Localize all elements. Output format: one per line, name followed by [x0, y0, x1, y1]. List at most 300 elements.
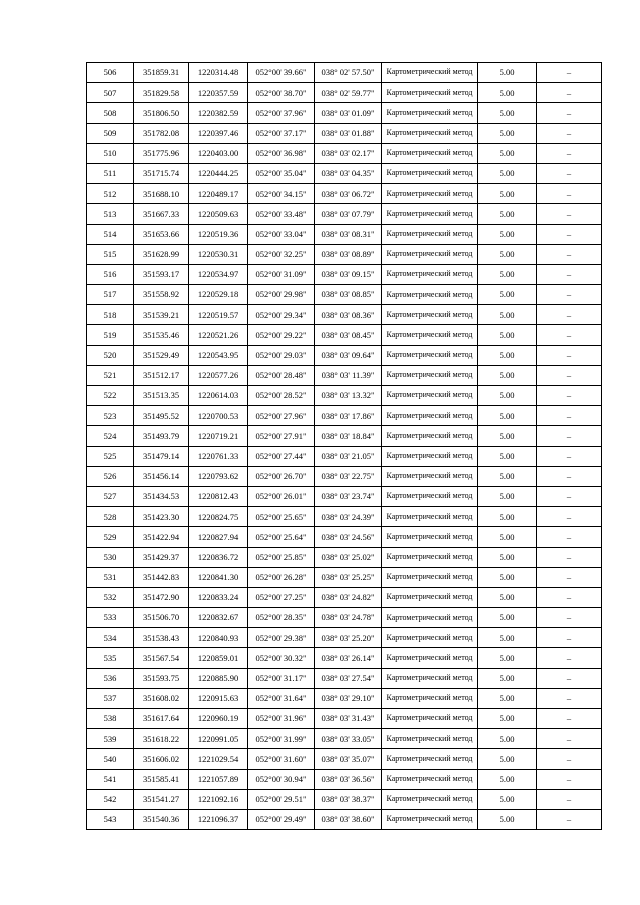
y-coordinate-cell: 1220700.53 — [189, 406, 248, 426]
accuracy-cell: 5.00 — [478, 547, 537, 567]
point-number-cell: 527 — [87, 486, 134, 506]
note-cell: – — [537, 224, 602, 244]
accuracy-cell: 5.00 — [478, 103, 537, 123]
longitude-cell: 038° 03' 31.43" — [315, 709, 382, 729]
note-cell: – — [537, 608, 602, 628]
table-row — [87, 143, 602, 163]
x-coordinate-cell: 351540.36 — [134, 809, 189, 829]
accuracy-cell: 5.00 — [478, 305, 537, 325]
accuracy-cell: 5.00 — [478, 486, 537, 506]
accuracy-cell: 5.00 — [478, 567, 537, 587]
accuracy-cell: 5.00 — [478, 244, 537, 264]
method-cell: Картометрический метод — [382, 103, 478, 123]
table-row — [87, 345, 602, 365]
longitude-cell: 038° 03' 25.20" — [315, 628, 382, 648]
accuracy-cell: 5.00 — [478, 83, 537, 103]
longitude-cell: 038° 03' 09.64" — [315, 345, 382, 365]
method-cell: Картометрический метод — [382, 325, 478, 345]
note-cell: – — [537, 244, 602, 264]
accuracy-cell: 5.00 — [478, 365, 537, 385]
method-cell: Картометрический метод — [382, 204, 478, 224]
latitude-cell: 052°00' 28.35" — [248, 608, 315, 628]
x-coordinate-cell: 351593.75 — [134, 668, 189, 688]
table-row — [87, 285, 602, 305]
latitude-cell: 052°00' 27.91" — [248, 426, 315, 446]
longitude-cell: 038° 03' 25.02" — [315, 547, 382, 567]
y-coordinate-cell: 1220577.26 — [189, 365, 248, 385]
x-coordinate-cell: 351434.53 — [134, 486, 189, 506]
x-coordinate-cell: 351538.43 — [134, 628, 189, 648]
y-coordinate-cell: 1220991.05 — [189, 729, 248, 749]
latitude-cell: 052°00' 29.34" — [248, 305, 315, 325]
table-row — [87, 446, 602, 466]
x-coordinate-cell: 351558.92 — [134, 285, 189, 305]
longitude-cell: 038° 03' 08.36" — [315, 305, 382, 325]
point-number-cell: 537 — [87, 688, 134, 708]
point-number-cell: 506 — [87, 63, 134, 83]
method-cell: Картометрический метод — [382, 789, 478, 809]
y-coordinate-cell: 1220840.93 — [189, 628, 248, 648]
latitude-cell: 052°00' 26.70" — [248, 466, 315, 486]
point-number-cell: 538 — [87, 709, 134, 729]
point-number-cell: 513 — [87, 204, 134, 224]
latitude-cell: 052°00' 32.25" — [248, 244, 315, 264]
x-coordinate-cell: 351423.30 — [134, 507, 189, 527]
x-coordinate-cell: 351628.99 — [134, 244, 189, 264]
note-cell: – — [537, 406, 602, 426]
y-coordinate-cell: 1220403.00 — [189, 143, 248, 163]
latitude-cell: 052°00' 27.44" — [248, 446, 315, 466]
note-cell: – — [537, 709, 602, 729]
y-coordinate-cell: 1220530.31 — [189, 244, 248, 264]
note-cell: – — [537, 729, 602, 749]
longitude-cell: 038° 03' 08.89" — [315, 244, 382, 264]
method-cell: Картометрический метод — [382, 729, 478, 749]
y-coordinate-cell: 1221096.37 — [189, 809, 248, 829]
table-row — [87, 325, 602, 345]
table-row — [87, 648, 602, 668]
note-cell: – — [537, 325, 602, 345]
point-number-cell: 540 — [87, 749, 134, 769]
method-cell: Картометрический метод — [382, 446, 478, 466]
point-number-cell: 510 — [87, 143, 134, 163]
x-coordinate-cell: 351585.41 — [134, 769, 189, 789]
point-number-cell: 524 — [87, 426, 134, 446]
method-cell: Картометрический метод — [382, 143, 478, 163]
coordinates-table-body — [87, 63, 602, 830]
latitude-cell: 052°00' 25.64" — [248, 527, 315, 547]
point-number-cell: 531 — [87, 567, 134, 587]
x-coordinate-cell: 351606.02 — [134, 749, 189, 769]
longitude-cell: 038° 02' 57.50" — [315, 63, 382, 83]
table-row — [87, 63, 602, 83]
latitude-cell: 052°00' 25.65" — [248, 507, 315, 527]
accuracy-cell: 5.00 — [478, 648, 537, 668]
table-row — [87, 123, 602, 143]
x-coordinate-cell: 351618.22 — [134, 729, 189, 749]
point-number-cell: 523 — [87, 406, 134, 426]
method-cell: Картометрический метод — [382, 63, 478, 83]
accuracy-cell: 5.00 — [478, 688, 537, 708]
latitude-cell: 052°00' 30.32" — [248, 648, 315, 668]
point-number-cell: 525 — [87, 446, 134, 466]
y-coordinate-cell: 1220521.26 — [189, 325, 248, 345]
table-row — [87, 729, 602, 749]
note-cell: – — [537, 264, 602, 284]
x-coordinate-cell: 351688.10 — [134, 184, 189, 204]
method-cell: Картометрический метод — [382, 709, 478, 729]
method-cell: Картометрический метод — [382, 628, 478, 648]
y-coordinate-cell: 1220960.19 — [189, 709, 248, 729]
table-row — [87, 547, 602, 567]
note-cell: – — [537, 163, 602, 183]
y-coordinate-cell: 1220833.24 — [189, 587, 248, 607]
accuracy-cell: 5.00 — [478, 163, 537, 183]
latitude-cell: 052°00' 31.09" — [248, 264, 315, 284]
x-coordinate-cell: 351535.46 — [134, 325, 189, 345]
point-number-cell: 515 — [87, 244, 134, 264]
y-coordinate-cell: 1220543.95 — [189, 345, 248, 365]
note-cell: – — [537, 648, 602, 668]
note-cell: – — [537, 789, 602, 809]
point-number-cell: 522 — [87, 386, 134, 406]
accuracy-cell: 5.00 — [478, 527, 537, 547]
method-cell: Картометрический метод — [382, 365, 478, 385]
longitude-cell: 038° 03' 35.07" — [315, 749, 382, 769]
longitude-cell: 038° 03' 08.31" — [315, 224, 382, 244]
longitude-cell: 038° 03' 27.54" — [315, 668, 382, 688]
method-cell: Картометрический метод — [382, 264, 478, 284]
table-row — [87, 204, 602, 224]
x-coordinate-cell: 351429.37 — [134, 547, 189, 567]
x-coordinate-cell: 351472.90 — [134, 587, 189, 607]
point-number-cell: 533 — [87, 608, 134, 628]
y-coordinate-cell: 1220529.18 — [189, 285, 248, 305]
latitude-cell: 052°00' 27.96" — [248, 406, 315, 426]
longitude-cell: 038° 03' 01.09" — [315, 103, 382, 123]
accuracy-cell: 5.00 — [478, 325, 537, 345]
accuracy-cell: 5.00 — [478, 143, 537, 163]
note-cell: – — [537, 285, 602, 305]
x-coordinate-cell: 351529.49 — [134, 345, 189, 365]
latitude-cell: 052°00' 27.25" — [248, 587, 315, 607]
latitude-cell: 052°00' 30.94" — [248, 769, 315, 789]
method-cell: Картометрический метод — [382, 426, 478, 446]
x-coordinate-cell: 351782.08 — [134, 123, 189, 143]
point-number-cell: 532 — [87, 587, 134, 607]
accuracy-cell: 5.00 — [478, 406, 537, 426]
point-number-cell: 516 — [87, 264, 134, 284]
table-row — [87, 163, 602, 183]
note-cell: – — [537, 749, 602, 769]
coordinates-table — [86, 62, 602, 830]
note-cell: – — [537, 386, 602, 406]
table-row — [87, 567, 602, 587]
point-number-cell: 507 — [87, 83, 134, 103]
y-coordinate-cell: 1220915.63 — [189, 688, 248, 708]
note-cell: – — [537, 204, 602, 224]
accuracy-cell: 5.00 — [478, 507, 537, 527]
x-coordinate-cell: 351775.96 — [134, 143, 189, 163]
table-row — [87, 305, 602, 325]
accuracy-cell: 5.00 — [478, 386, 537, 406]
accuracy-cell: 5.00 — [478, 63, 537, 83]
latitude-cell: 052°00' 31.17" — [248, 668, 315, 688]
accuracy-cell: 5.00 — [478, 204, 537, 224]
y-coordinate-cell: 1220827.94 — [189, 527, 248, 547]
note-cell: – — [537, 466, 602, 486]
longitude-cell: 038° 03' 02.17" — [315, 143, 382, 163]
accuracy-cell: 5.00 — [478, 709, 537, 729]
point-number-cell: 514 — [87, 224, 134, 244]
table-row — [87, 628, 602, 648]
accuracy-cell: 5.00 — [478, 608, 537, 628]
longitude-cell: 038° 03' 24.39" — [315, 507, 382, 527]
longitude-cell: 038° 03' 11.39" — [315, 365, 382, 385]
note-cell: – — [537, 688, 602, 708]
point-number-cell: 520 — [87, 345, 134, 365]
y-coordinate-cell: 1221029.54 — [189, 749, 248, 769]
point-number-cell: 526 — [87, 466, 134, 486]
longitude-cell: 038° 03' 23.74" — [315, 486, 382, 506]
note-cell: – — [537, 567, 602, 587]
note-cell: – — [537, 345, 602, 365]
x-coordinate-cell: 351541.27 — [134, 789, 189, 809]
accuracy-cell: 5.00 — [478, 123, 537, 143]
longitude-cell: 038° 03' 38.60" — [315, 809, 382, 829]
note-cell: – — [537, 143, 602, 163]
x-coordinate-cell: 351617.64 — [134, 709, 189, 729]
method-cell: Картометрический метод — [382, 486, 478, 506]
table-row — [87, 264, 602, 284]
method-cell: Картометрический метод — [382, 809, 478, 829]
note-cell: – — [537, 426, 602, 446]
x-coordinate-cell: 351653.66 — [134, 224, 189, 244]
longitude-cell: 038° 03' 08.45" — [315, 325, 382, 345]
y-coordinate-cell: 1220793.62 — [189, 466, 248, 486]
table-row — [87, 709, 602, 729]
y-coordinate-cell: 1221092.16 — [189, 789, 248, 809]
longitude-cell: 038° 03' 09.15" — [315, 264, 382, 284]
longitude-cell: 038° 03' 06.72" — [315, 184, 382, 204]
method-cell: Картометрический метод — [382, 648, 478, 668]
method-cell: Картометрический метод — [382, 567, 478, 587]
method-cell: Картометрический метод — [382, 507, 478, 527]
point-number-cell: 541 — [87, 769, 134, 789]
x-coordinate-cell: 351567.54 — [134, 648, 189, 668]
longitude-cell: 038° 03' 22.75" — [315, 466, 382, 486]
x-coordinate-cell: 351512.17 — [134, 365, 189, 385]
point-number-cell: 509 — [87, 123, 134, 143]
accuracy-cell: 5.00 — [478, 264, 537, 284]
latitude-cell: 052°00' 31.99" — [248, 729, 315, 749]
longitude-cell: 038° 03' 25.25" — [315, 567, 382, 587]
longitude-cell: 038° 03' 17.86" — [315, 406, 382, 426]
note-cell: – — [537, 184, 602, 204]
point-number-cell: 530 — [87, 547, 134, 567]
accuracy-cell: 5.00 — [478, 224, 537, 244]
point-number-cell: 517 — [87, 285, 134, 305]
note-cell: – — [537, 365, 602, 385]
accuracy-cell: 5.00 — [478, 809, 537, 829]
x-coordinate-cell: 351829.58 — [134, 83, 189, 103]
latitude-cell: 052°00' 31.96" — [248, 709, 315, 729]
latitude-cell: 052°00' 25.85" — [248, 547, 315, 567]
x-coordinate-cell: 351715.74 — [134, 163, 189, 183]
longitude-cell: 038° 03' 21.05" — [315, 446, 382, 466]
method-cell: Картометрический метод — [382, 83, 478, 103]
y-coordinate-cell: 1221057.89 — [189, 769, 248, 789]
y-coordinate-cell: 1220509.63 — [189, 204, 248, 224]
point-number-cell: 521 — [87, 365, 134, 385]
y-coordinate-cell: 1220519.57 — [189, 305, 248, 325]
x-coordinate-cell: 351667.33 — [134, 204, 189, 224]
longitude-cell: 038° 03' 26.14" — [315, 648, 382, 668]
x-coordinate-cell: 351513.35 — [134, 386, 189, 406]
point-number-cell: 508 — [87, 103, 134, 123]
longitude-cell: 038° 03' 29.10" — [315, 688, 382, 708]
table-row — [87, 386, 602, 406]
point-number-cell: 511 — [87, 163, 134, 183]
y-coordinate-cell: 1220761.33 — [189, 446, 248, 466]
table-row — [87, 83, 602, 103]
point-number-cell: 529 — [87, 527, 134, 547]
point-number-cell: 512 — [87, 184, 134, 204]
note-cell: – — [537, 63, 602, 83]
note-cell: – — [537, 103, 602, 123]
y-coordinate-cell: 1220859.01 — [189, 648, 248, 668]
table-row — [87, 224, 602, 244]
table-row — [87, 769, 602, 789]
method-cell: Картометрический метод — [382, 305, 478, 325]
note-cell: – — [537, 547, 602, 567]
longitude-cell: 038° 03' 38.37" — [315, 789, 382, 809]
accuracy-cell: 5.00 — [478, 769, 537, 789]
accuracy-cell: 5.00 — [478, 749, 537, 769]
y-coordinate-cell: 1220824.75 — [189, 507, 248, 527]
longitude-cell: 038° 03' 36.56" — [315, 769, 382, 789]
point-number-cell: 539 — [87, 729, 134, 749]
note-cell: – — [537, 809, 602, 829]
point-number-cell: 518 — [87, 305, 134, 325]
latitude-cell: 052°00' 34.15" — [248, 184, 315, 204]
method-cell: Картометрический метод — [382, 244, 478, 264]
latitude-cell: 052°00' 29.98" — [248, 285, 315, 305]
y-coordinate-cell: 1220519.36 — [189, 224, 248, 244]
latitude-cell: 052°00' 26.28" — [248, 567, 315, 587]
longitude-cell: 038° 03' 01.88" — [315, 123, 382, 143]
accuracy-cell: 5.00 — [478, 789, 537, 809]
x-coordinate-cell: 351608.02 — [134, 688, 189, 708]
point-number-cell: 543 — [87, 809, 134, 829]
table-row — [87, 789, 602, 809]
note-cell: – — [537, 446, 602, 466]
longitude-cell: 038° 03' 24.82" — [315, 587, 382, 607]
y-coordinate-cell: 1220357.59 — [189, 83, 248, 103]
y-coordinate-cell: 1220534.97 — [189, 264, 248, 284]
note-cell: – — [537, 769, 602, 789]
note-cell: – — [537, 668, 602, 688]
method-cell: Картометрический метод — [382, 345, 478, 365]
accuracy-cell: 5.00 — [478, 184, 537, 204]
latitude-cell: 052°00' 31.64" — [248, 688, 315, 708]
point-number-cell: 519 — [87, 325, 134, 345]
x-coordinate-cell: 351479.14 — [134, 446, 189, 466]
y-coordinate-cell: 1220885.90 — [189, 668, 248, 688]
point-number-cell: 542 — [87, 789, 134, 809]
method-cell: Картометрический метод — [382, 184, 478, 204]
table-row — [87, 244, 602, 264]
method-cell: Картометрический метод — [382, 769, 478, 789]
accuracy-cell: 5.00 — [478, 628, 537, 648]
method-cell: Картометрический метод — [382, 163, 478, 183]
y-coordinate-cell: 1220489.17 — [189, 184, 248, 204]
table-row — [87, 587, 602, 607]
x-coordinate-cell: 351593.17 — [134, 264, 189, 284]
method-cell: Картометрический метод — [382, 587, 478, 607]
table-row — [87, 426, 602, 446]
latitude-cell: 052°00' 33.48" — [248, 204, 315, 224]
method-cell: Картометрический метод — [382, 547, 478, 567]
y-coordinate-cell: 1220314.48 — [189, 63, 248, 83]
latitude-cell: 052°00' 29.38" — [248, 628, 315, 648]
table-row — [87, 608, 602, 628]
method-cell: Картометрический метод — [382, 224, 478, 244]
note-cell: – — [537, 507, 602, 527]
table-row — [87, 668, 602, 688]
accuracy-cell: 5.00 — [478, 729, 537, 749]
method-cell: Картометрический метод — [382, 466, 478, 486]
method-cell: Картометрический метод — [382, 749, 478, 769]
table-row — [87, 466, 602, 486]
table-row — [87, 507, 602, 527]
longitude-cell: 038° 02' 59.77" — [315, 83, 382, 103]
latitude-cell: 052°00' 37.17" — [248, 123, 315, 143]
longitude-cell: 038° 03' 33.05" — [315, 729, 382, 749]
note-cell: – — [537, 527, 602, 547]
latitude-cell: 052°00' 29.49" — [248, 809, 315, 829]
x-coordinate-cell: 351442.83 — [134, 567, 189, 587]
method-cell: Картометрический метод — [382, 406, 478, 426]
accuracy-cell: 5.00 — [478, 285, 537, 305]
accuracy-cell: 5.00 — [478, 426, 537, 446]
table-row — [87, 406, 602, 426]
x-coordinate-cell: 351539.21 — [134, 305, 189, 325]
latitude-cell: 052°00' 38.70" — [248, 83, 315, 103]
y-coordinate-cell: 1220841.30 — [189, 567, 248, 587]
x-coordinate-cell: 351493.79 — [134, 426, 189, 446]
table-row — [87, 184, 602, 204]
latitude-cell: 052°00' 28.48" — [248, 365, 315, 385]
longitude-cell: 038° 03' 13.32" — [315, 386, 382, 406]
y-coordinate-cell: 1220836.72 — [189, 547, 248, 567]
point-number-cell: 534 — [87, 628, 134, 648]
latitude-cell: 052°00' 31.60" — [248, 749, 315, 769]
note-cell: – — [537, 628, 602, 648]
longitude-cell: 038° 03' 04.35" — [315, 163, 382, 183]
method-cell: Картометрический метод — [382, 668, 478, 688]
latitude-cell: 052°00' 28.52" — [248, 386, 315, 406]
y-coordinate-cell: 1220812.43 — [189, 486, 248, 506]
x-coordinate-cell: 351456.14 — [134, 466, 189, 486]
accuracy-cell: 5.00 — [478, 466, 537, 486]
y-coordinate-cell: 1220444.25 — [189, 163, 248, 183]
method-cell: Картометрический метод — [382, 688, 478, 708]
method-cell: Картометрический метод — [382, 386, 478, 406]
accuracy-cell: 5.00 — [478, 345, 537, 365]
point-number-cell: 528 — [87, 507, 134, 527]
x-coordinate-cell: 351495.52 — [134, 406, 189, 426]
